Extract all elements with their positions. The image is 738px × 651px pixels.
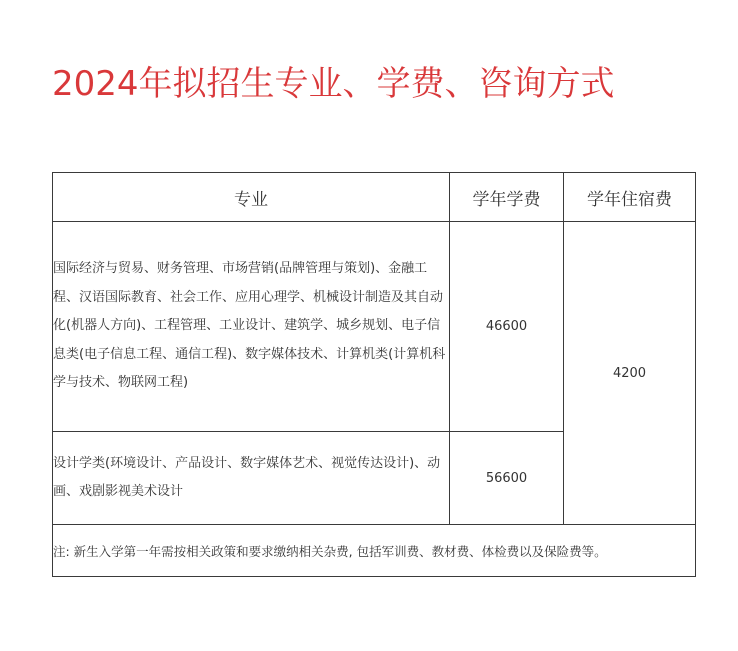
table-header-row	[53, 173, 696, 222]
page-title: 2024年拟招生专业、学费、咨询方式	[52, 64, 615, 104]
majors-cell: 设计学类(环境设计、产品设计、数字媒体艺术、视觉传达设计)、动画、戏剧影视美术设计	[53, 432, 450, 525]
header-dorm-fee: 学年住宿费	[564, 173, 696, 222]
header-major: 专业	[53, 173, 450, 222]
tuition-cell: 46600	[450, 222, 564, 432]
dorm-fee-cell: 4200	[564, 222, 696, 525]
header-tuition: 学年学费	[450, 173, 564, 222]
table-row	[53, 222, 696, 432]
note-text: 注: 新生入学第一年需按相关政策和要求缴纳相关杂费, 包括军训费、教材费、体检费以及保险费等。	[53, 525, 696, 577]
tuition-cell: 56600	[450, 432, 564, 525]
tuition-table	[52, 172, 696, 577]
majors-cell: 国际经济与贸易、财务管理、市场营销(品牌管理与策划)、金融工程、汉语国际教育、社会工作、应用心理学、机械设计制造及其自动化(机器人方向)、工程管理、工业设计、建筑学、城乡规划、电子信息类(电子信息工程、通信工程)、数字媒体技术、计算机类(计算机科学与技术、物联网工程)	[53, 222, 450, 432]
note-row	[53, 525, 696, 577]
